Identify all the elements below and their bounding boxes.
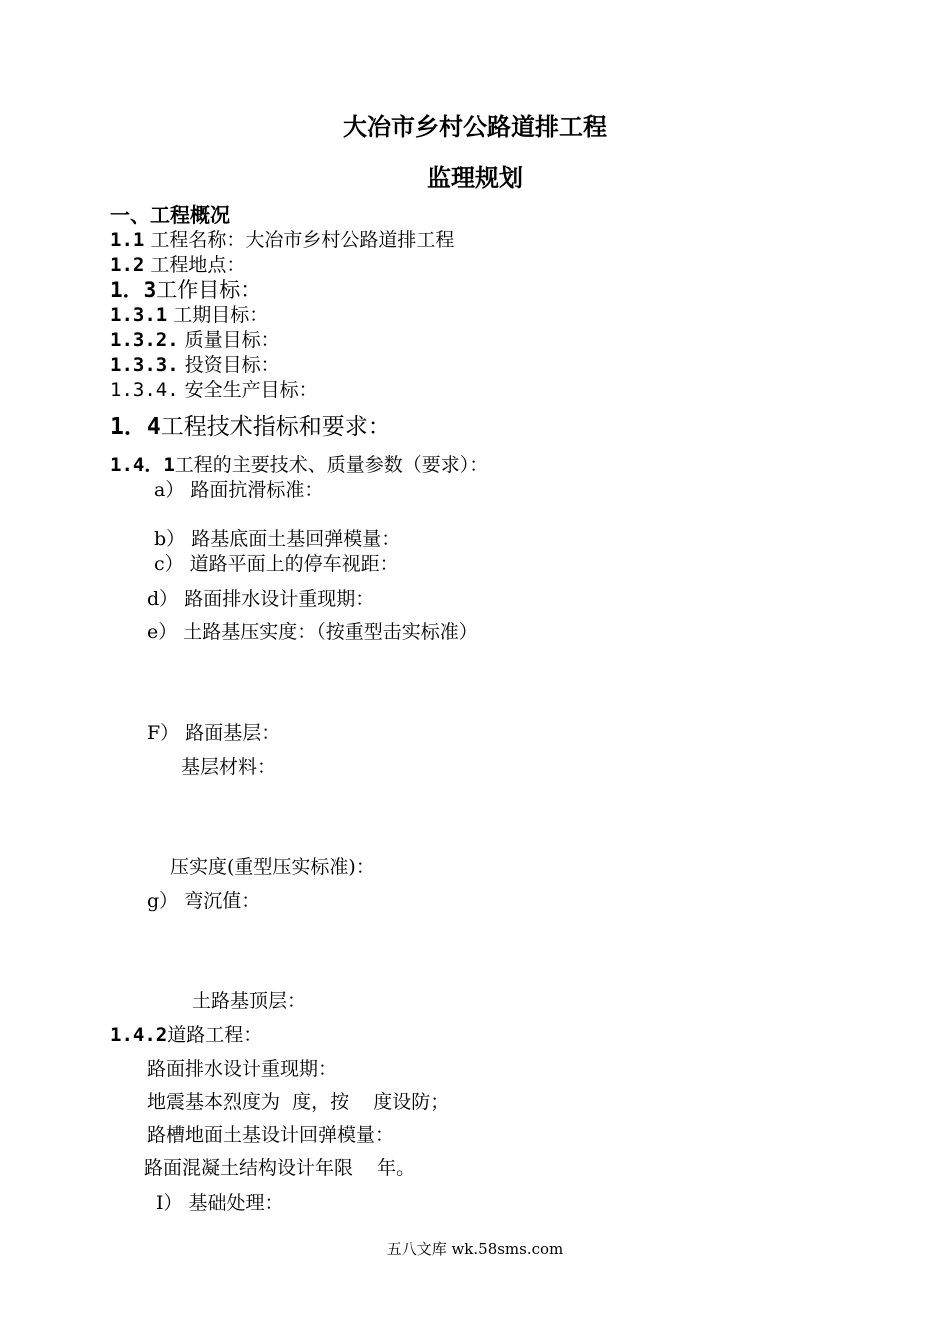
item-text: 工作目标： (156, 278, 262, 302)
document-title: 大冶市乡村公路道排工程 (343, 113, 607, 141)
item-number: 1.1 (110, 229, 145, 251)
item-text: 质量目标： (178, 329, 280, 351)
item-project-name (110, 231, 454, 250)
item-text: 工程地点： (144, 254, 246, 276)
document-subtitle: 监理规划 (427, 164, 523, 192)
section-heading: 一、工程概况 (110, 203, 230, 227)
item-road-engineering (110, 1026, 262, 1045)
param-drainage-period: d） 路面排水设计重现期： (147, 588, 375, 610)
item-text: 工程名称：大冶市乡村公路道排工程 (144, 229, 455, 251)
item-number: 1.4.2 (110, 1024, 168, 1046)
item-number: 1.3.2. (110, 329, 179, 351)
item-work-goals (110, 280, 261, 301)
param-base-course: F） 路面基层： (147, 722, 281, 744)
page-footer: 五八文库 wk.58sms.com (386, 1240, 564, 1258)
param-base-material: 基层材料： (181, 756, 277, 778)
item-number: 1.4．1 (110, 454, 175, 476)
item-number: 1.3.1 (110, 304, 168, 326)
item-number: 1．3 (110, 278, 157, 302)
param-subgrade-top: 土路基顶层： (192, 990, 307, 1012)
item-number: 1.3.4. (110, 379, 179, 401)
param-deflection: g） 弯沉值： (147, 890, 261, 912)
item-safety-goal (110, 381, 318, 400)
item-text: 投资目标： (178, 354, 280, 376)
param-stopping-distance: c） 道路平面上的停车视距： (154, 553, 399, 575)
param-base-compaction: 压实度(重型压实标准)： (170, 856, 375, 878)
param-skid-resistance: a） 路面抗滑标准： (154, 479, 324, 501)
item-main-params (110, 456, 488, 475)
param-subgrade-modulus: b） 路基底面土基回弹模量： (154, 528, 401, 550)
item-investment-goal (110, 356, 280, 375)
road-seismic-intensity: 地震基本烈度为 度，按 度设防； (147, 1091, 450, 1113)
item-number: 1．4 (110, 414, 161, 440)
item-schedule-goal (110, 306, 268, 325)
param-compaction: e） 土路基压实度：（按重型击实标准） (147, 621, 478, 643)
road-drainage-period: 路面排水设计重现期： (147, 1058, 338, 1080)
item-number: 1.2 (110, 254, 145, 276)
item-quality-goal (110, 331, 280, 350)
item-text: 工期目标： (167, 304, 269, 326)
item-text: 工程技术指标和要求： (160, 414, 391, 440)
item-text: 工程的主要技术、质量参数（要求）： (174, 454, 489, 476)
road-subgrade-modulus: 路槽地面土基设计回弹模量： (147, 1124, 395, 1146)
item-number: 1.3.3. (110, 354, 179, 376)
item-tech-indicators (110, 416, 391, 439)
road-design-life: 路面混凝土结构设计年限 年。 (144, 1157, 416, 1179)
road-foundation-treatment: I） 基础处理： (156, 1192, 284, 1214)
item-text: 道路工程： (167, 1024, 263, 1046)
item-project-location (110, 256, 245, 275)
item-text: 安全生产目标： (178, 379, 318, 401)
